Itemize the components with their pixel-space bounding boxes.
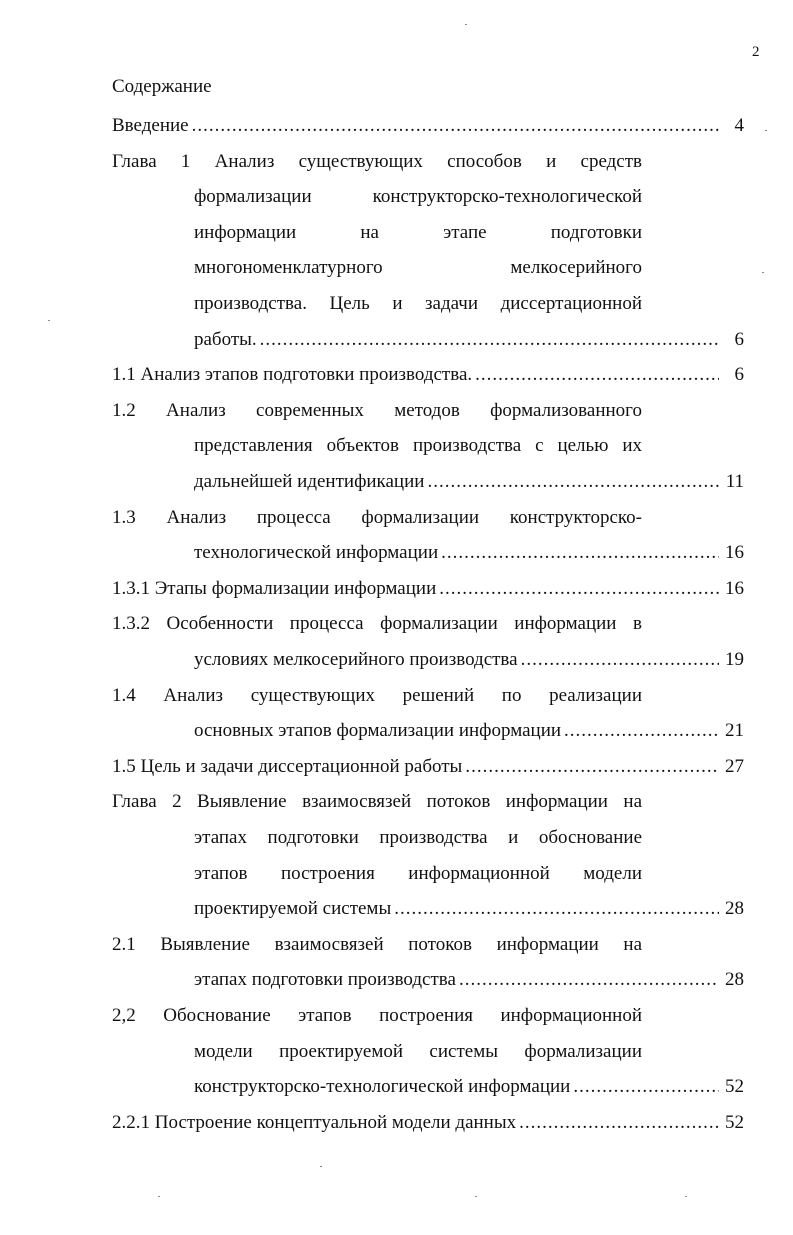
dot-leader xyxy=(427,464,719,500)
dot-leader xyxy=(475,357,719,393)
dot-leader xyxy=(564,713,719,749)
toc-entry-line: 1.3.1 Этапы формализации информации xyxy=(112,577,437,599)
toc-entry-line: этапах подготовки производства xyxy=(194,969,456,991)
toc-page-number: 16 xyxy=(725,542,744,564)
toc-entry-line: Введение xyxy=(112,115,189,136)
toc-title: Содержание xyxy=(112,76,212,97)
toc-entry-line: основных этапов формализации информации xyxy=(194,720,562,742)
toc-entry-line: технологической информации xyxy=(194,542,439,564)
toc-entry xyxy=(112,108,744,144)
toc-entry-line: представления объектов производства с целью их xyxy=(194,435,642,457)
scan-speck xyxy=(320,1166,322,1167)
toc-entry xyxy=(112,998,744,1105)
scan-speck xyxy=(685,1196,687,1197)
toc-page-number: 28 xyxy=(725,969,744,991)
toc-entry-line: 1.4 Анализ существующих решений по реализации xyxy=(112,684,642,706)
toc-page-number: 52 xyxy=(725,1111,744,1133)
toc-entry-line: 1.1 Анализ этапов подготовки производства. xyxy=(112,364,473,386)
toc-page-number: 6 xyxy=(734,364,744,386)
toc-entry-line: работы. xyxy=(194,328,257,350)
toc-page-number: 11 xyxy=(725,470,744,492)
toc-page-number: 6 xyxy=(734,328,744,350)
scan-speck xyxy=(158,1196,160,1197)
scan-speck xyxy=(762,272,764,273)
toc-entry xyxy=(112,606,744,677)
toc-page-number: 19 xyxy=(725,648,744,670)
toc-entry xyxy=(112,1105,744,1141)
toc-entry-line: этапах подготовки производства и обоснование xyxy=(194,826,642,848)
scan-speck xyxy=(475,1196,477,1197)
toc-entry-line: дальнейшей идентификации xyxy=(194,470,425,492)
toc-page-number: 4 xyxy=(734,115,744,136)
toc-page-number: 21 xyxy=(725,720,744,742)
toc-entry-line: многономенклатурного мелкосерийного xyxy=(194,257,642,279)
toc-entry xyxy=(112,927,744,998)
toc-entry-line: 2.2.1 Построение концептуальной модели данных xyxy=(112,1111,517,1133)
dot-leader xyxy=(439,571,719,607)
toc-entry-line: 1.3 Анализ процесса формализации конструкторско- xyxy=(112,506,642,528)
toc-entry xyxy=(112,678,744,749)
scan-speck xyxy=(48,320,50,321)
toc-entry xyxy=(112,500,744,571)
toc-page-number: 28 xyxy=(725,898,744,920)
toc-entry-line: 2.1 Выявление взаимосвязей потоков информации на xyxy=(112,933,642,955)
toc-entry-line: информации на этапе подготовки xyxy=(194,221,642,243)
toc-entry-line: 1.5 Цель и задачи диссертационной работы xyxy=(112,755,463,777)
toc-page-number: 16 xyxy=(725,577,744,599)
dot-leader xyxy=(192,108,719,144)
toc-entry-line: 1.3.2 Особенности процесса формализации информации в xyxy=(112,613,642,635)
toc-entry xyxy=(112,784,744,926)
dot-leader xyxy=(521,642,719,678)
dot-leader xyxy=(459,962,719,998)
dot-leader xyxy=(441,535,719,571)
toc-page-number: 52 xyxy=(725,1076,744,1098)
toc-entry-line: Глава 1 Анализ существующих способов и средств xyxy=(112,150,642,172)
toc-entry-line: 1.2 Анализ современных методов формализованного xyxy=(112,399,642,421)
dot-leader xyxy=(519,1105,719,1141)
page-number: 2 xyxy=(752,44,760,60)
toc-entry-line: модели проектируемой системы формализации xyxy=(194,1040,642,1062)
toc-entry-line: этапов построения информационной модели xyxy=(194,862,642,884)
dot-leader xyxy=(260,322,719,358)
toc-entry-line: конструкторско-технологической информации xyxy=(194,1076,571,1098)
dot-leader xyxy=(573,1069,719,1105)
toc-page-number: 27 xyxy=(725,755,744,777)
scan-speck xyxy=(465,24,467,25)
toc-entry-line: Глава 2 Выявление взаимосвязей потоков информации на xyxy=(112,791,642,813)
toc-entry-line: условиях мелкосерийного производства xyxy=(194,648,518,670)
toc-entry xyxy=(112,749,744,785)
toc-entry xyxy=(112,144,744,358)
toc-entry xyxy=(112,357,744,393)
scan-speck xyxy=(765,130,767,131)
dot-leader xyxy=(465,749,719,785)
toc-entry-line: формализации конструкторско-технологической xyxy=(194,186,642,208)
toc-entry xyxy=(112,393,744,500)
toc-entry-line: проектируемой системы xyxy=(194,898,392,920)
dot-leader xyxy=(394,891,719,927)
toc-entry xyxy=(112,571,744,607)
toc-entry-line: 2,2 Обоснование этапов построения информационной xyxy=(112,1005,642,1026)
toc-entry-line: производства. Цель и задачи диссертационной xyxy=(194,292,642,314)
